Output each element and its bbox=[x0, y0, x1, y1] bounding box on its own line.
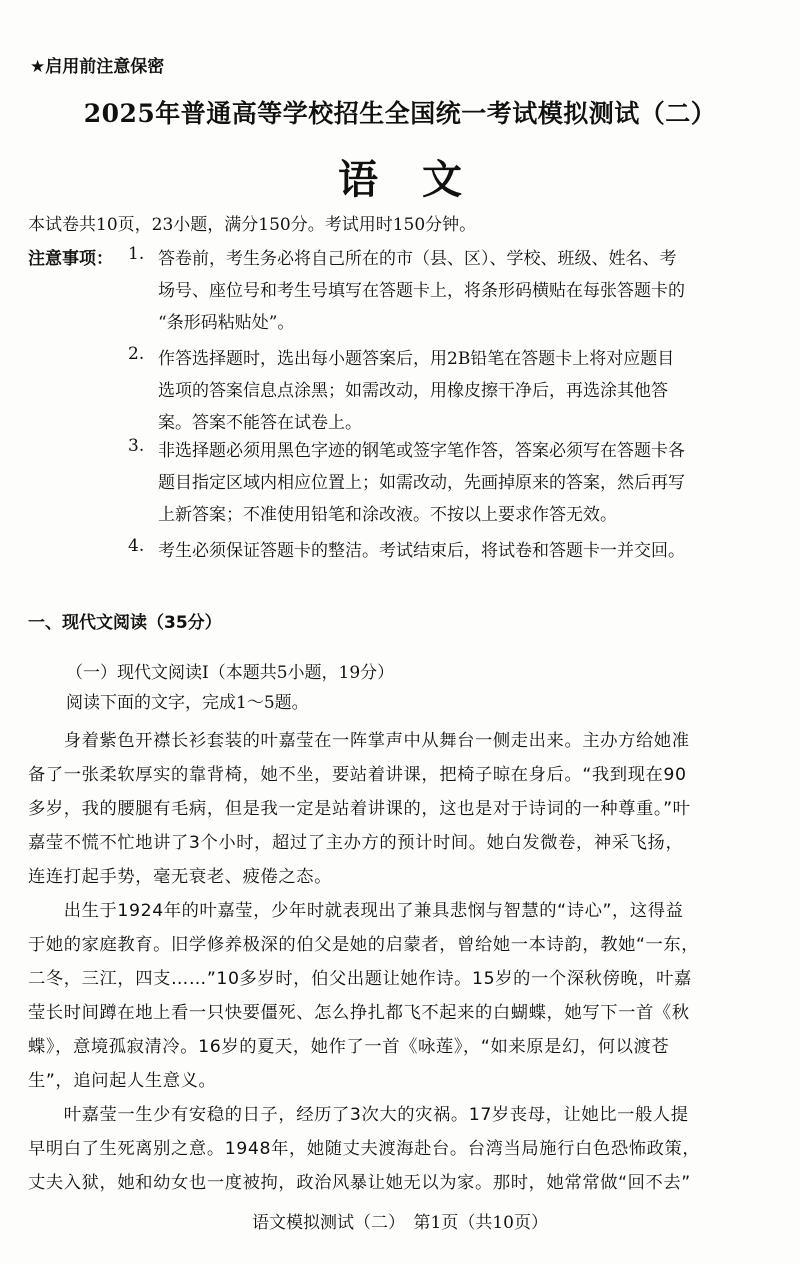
passage-line: 莹长时间蹲在地上看一只快要僵死、怎么挣扎都飞不起来的白蝴蝶，她写下一首《秋 bbox=[28, 1003, 690, 1023]
note-line: 案。答案不能答在试卷上。 bbox=[158, 413, 362, 433]
note-line: 题目指定区域内相应位置上；如需改动，先画掉原来的答案，然后再写 bbox=[158, 473, 685, 493]
note-number: 4. bbox=[128, 536, 145, 556]
subject-title: 语 文 bbox=[338, 157, 462, 203]
passage-line: 蝶》，意境孤寂清冷。16岁的夏天，她作了一首《咏莲》，“如来原是幻，何以渡苍 bbox=[28, 1037, 670, 1057]
note-line: 作答选择题时，选出每小题答案后，用2B铅笔在答题卡上将对应题目 bbox=[158, 349, 675, 369]
reading-instruction: 阅读下面的文字，完成1～5题。 bbox=[66, 693, 309, 713]
note-line: 上新答案；不准使用铅笔和涂改液。不按以上要求作答无效。 bbox=[158, 505, 617, 525]
note-line: 答卷前，考生务必将自己所在的市（县、区）、学校、班级、姓名、考 bbox=[158, 249, 677, 269]
passage-line: 丈夫入狱，她和幼女也一度被拘，政治风暴让她无以为家。那时，她常常做“回不去” bbox=[28, 1173, 691, 1193]
subsection-heading: （一）现代文阅读Ⅰ（本题共5小题，19分） bbox=[66, 663, 395, 683]
passage-line: 于她的家庭教育。旧学修养极深的伯父是她的启蒙者，曾给她一本诗韵，教她“一东， bbox=[28, 935, 700, 955]
page-footer: 语文模拟测试（二） 第1页（共10页） bbox=[252, 1213, 548, 1233]
confidential-mark: ★启用前注意保密 bbox=[30, 57, 165, 77]
section-heading: 一、现代文阅读（35分） bbox=[28, 613, 222, 633]
passage-line: 嘉莹不慌不忙地讲了3个小时，超过了主办方的预计时间。她白发微卷，神采飞扬， bbox=[28, 833, 684, 853]
passage-line: 多岁，我的腰腿有毛病，但是我一定是站着讲课的，这也是对于诗词的一种尊重。”叶 bbox=[28, 799, 691, 819]
passage-line: 连连打起手势，毫无衰老、疲倦之态。 bbox=[28, 867, 332, 887]
note-line: “条形码粘贴处”。 bbox=[158, 313, 295, 333]
passage-line: 备了一张柔软厚实的靠背椅，她不坐，要站着讲课，把椅子晾在身后。“我到现在90 bbox=[28, 765, 687, 785]
passage-line: 二冬，三江，四支……”10多岁时，伯父出题让她作诗。15岁的一个深秋傍晚，叶嘉 bbox=[28, 969, 692, 989]
notes-label: 注意事项： bbox=[28, 249, 113, 269]
note-number: 3. bbox=[128, 436, 145, 456]
note-line: 选项的答案信息点涂黑；如需改动，用橡皮擦干净后，再选涂其他答 bbox=[158, 381, 668, 401]
note-line: 场号、座位号和考生号填写在答题卡上，将条形码横贴在每张答题卡的 bbox=[158, 281, 685, 301]
exam-title: 2025年普通高等学校招生全国统一考试模拟测试（二） bbox=[83, 99, 717, 128]
passage-line: 叶嘉莹一生少有安稳的日子，经历了3次大的灾祸。17岁丧母，让她比一般人提 bbox=[28, 1105, 689, 1125]
note-line: 非选择题必须用黑色字迹的钢笔或签字笔作答，答案必须写在答题卡各 bbox=[158, 441, 685, 461]
note-line: 考生必须保证答题卡的整洁。考试结束后，将试卷和答题卡一并交回。 bbox=[158, 541, 685, 561]
passage-line: 身着紫色开襟长衫套装的叶嘉莹在一阵掌声中从舞台一侧走出来。主办方给她准 bbox=[28, 731, 690, 751]
exam-intro: 本试卷共10页，23小题，满分150分。考试用时150分钟。 bbox=[28, 215, 477, 235]
passage-line: 早明白了生死离别之意。1948年，她随丈夫渡海赴台。台湾当局施行白色恐怖政策， bbox=[28, 1139, 701, 1159]
passage-line: 出生于1924年的叶嘉莹，少年时就表现出了兼具悲悯与智慧的“诗心”，这得益 bbox=[28, 901, 684, 921]
passage-line: 生”，追问起人生意义。 bbox=[28, 1071, 217, 1091]
note-number: 1. bbox=[128, 244, 145, 264]
note-number: 2. bbox=[128, 344, 145, 364]
